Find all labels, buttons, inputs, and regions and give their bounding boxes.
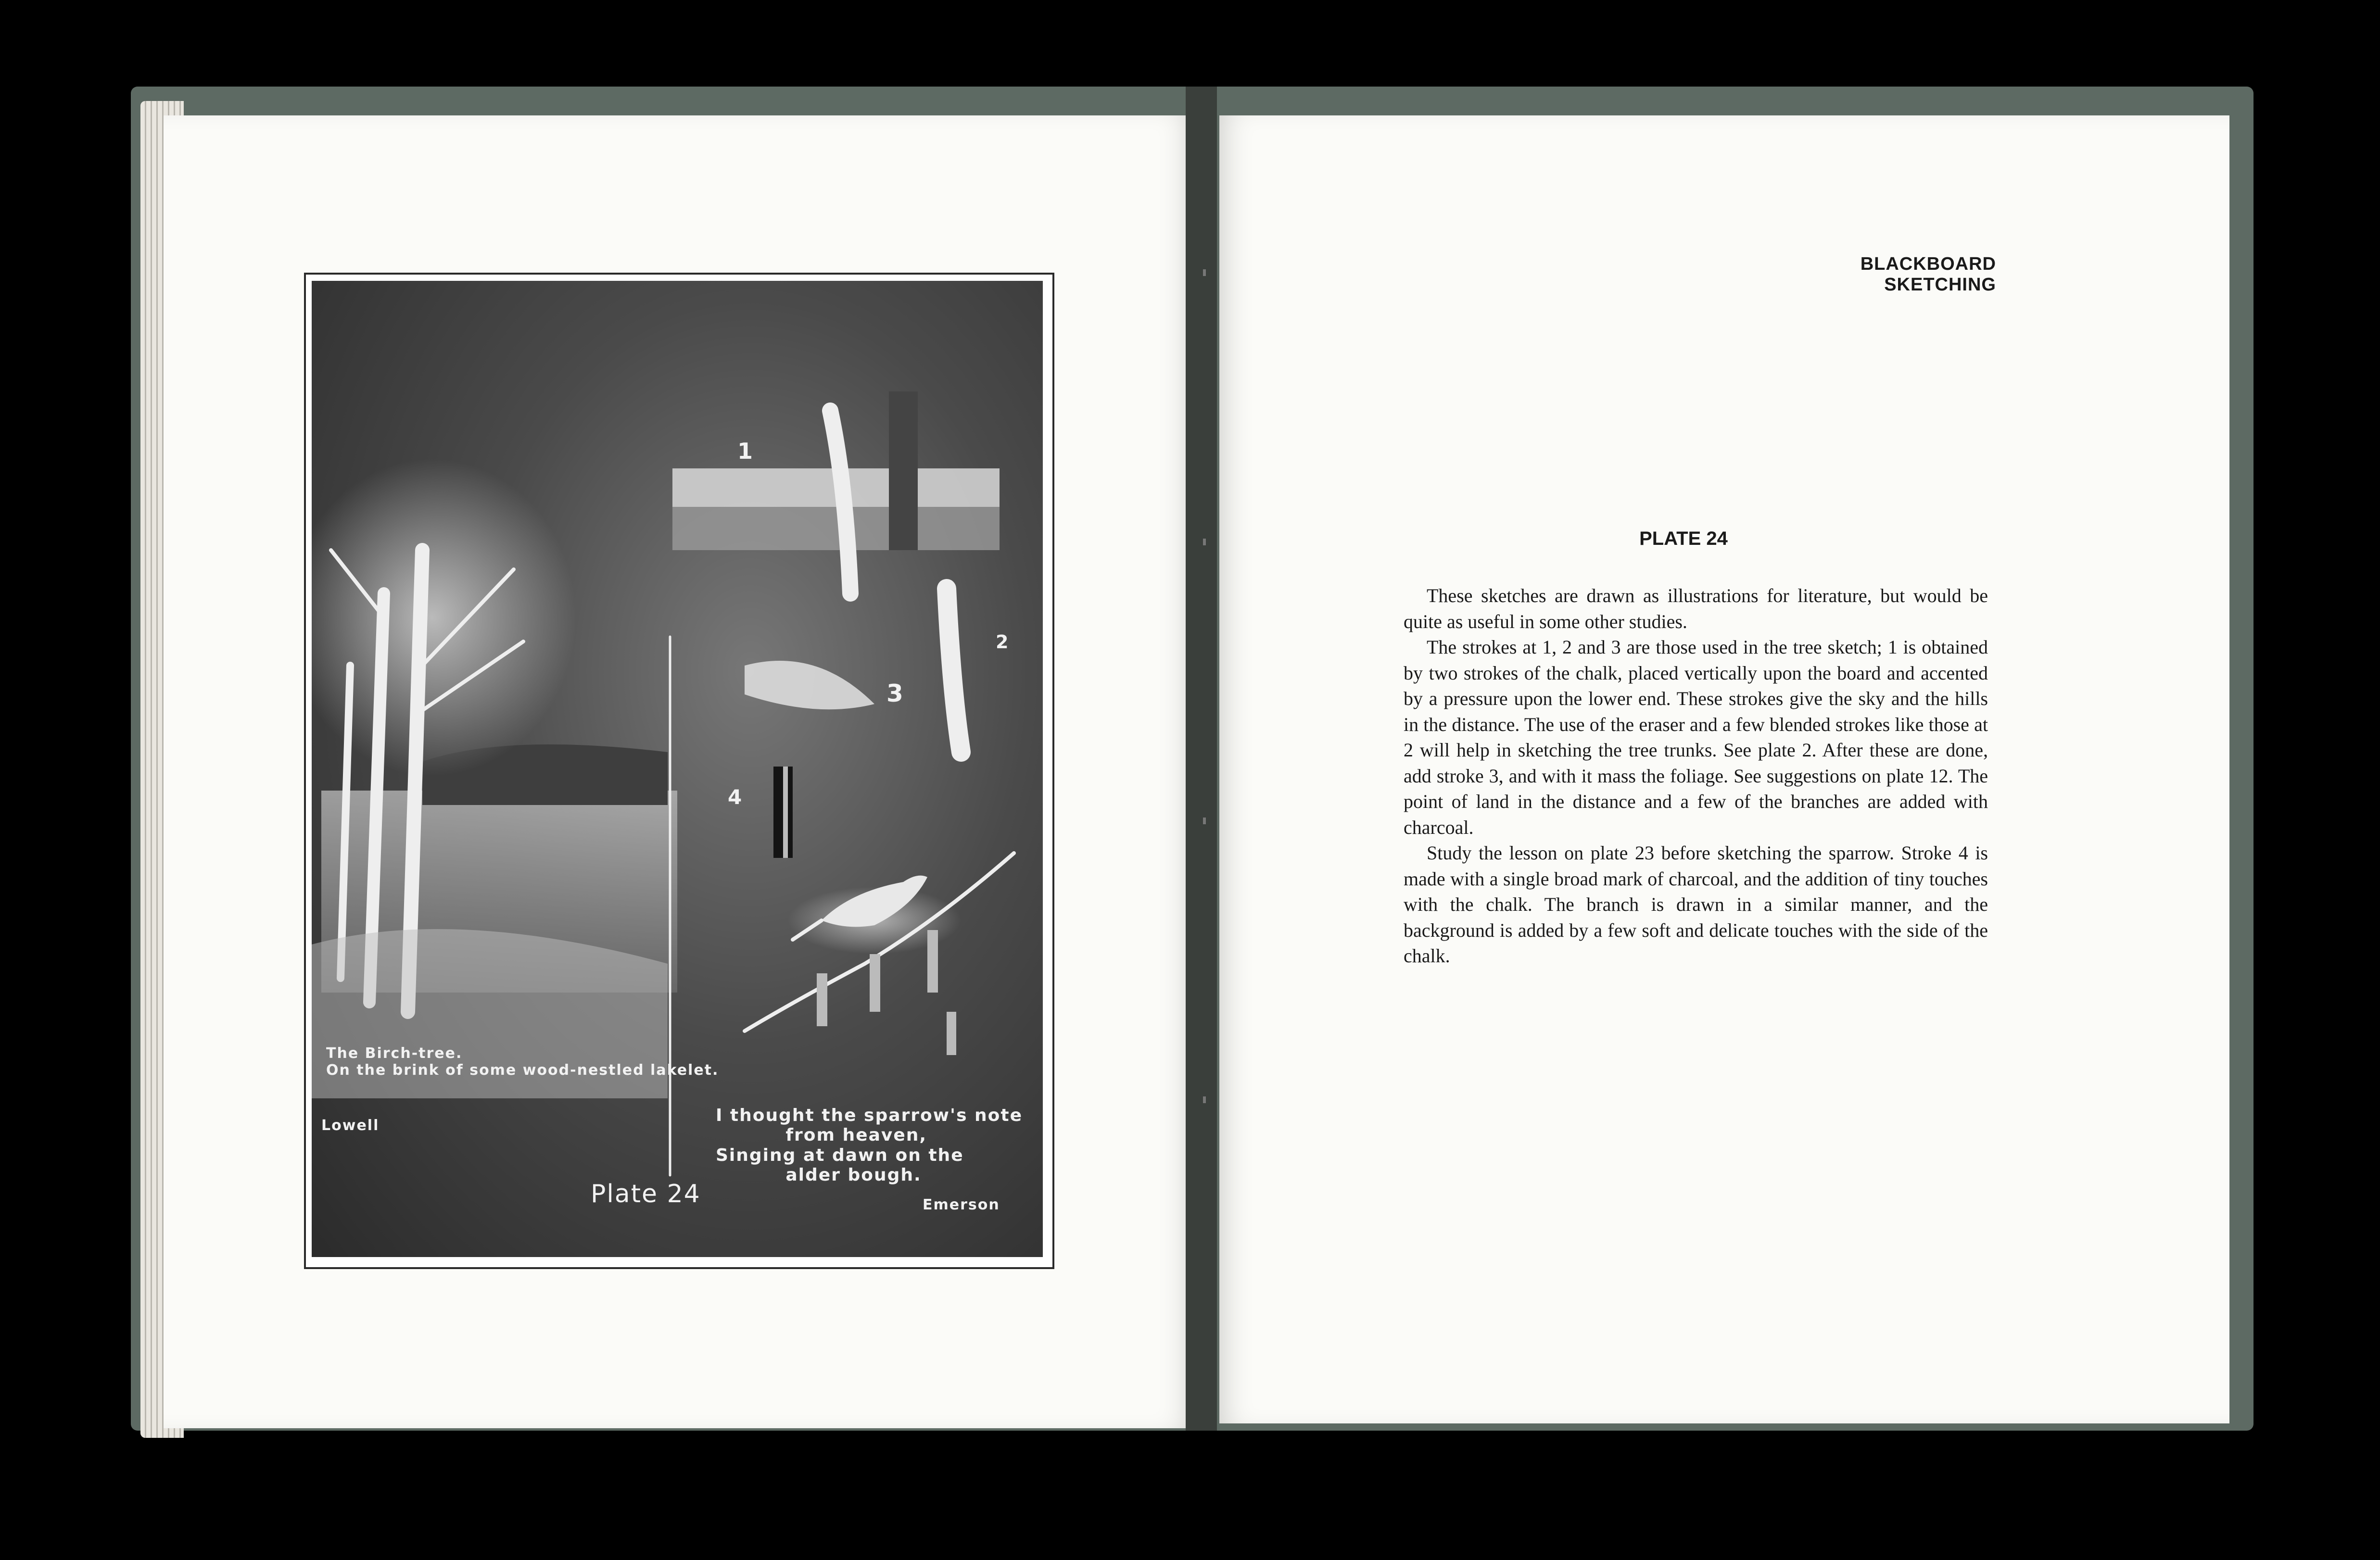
paragraph: The strokes at 1, 2 and 3 are those used in the tree sketch; 1 is obtained by two strokes of the chalk, placed vertically upon the board and accented by a pressure upon the lower end. These strokes give the sky and the hills in the distance. The use of the eraser and a few blended strokes like those at 2 will help in sketching the tree trunks. See plate 2. After these are done, add stroke 3, and with it mass the foliage. See suggestions on plate 12. The point of land in the distance and a few of the branches are added with charcoal. <box>1404 636 1988 838</box>
catkin <box>870 954 880 1012</box>
running-head: BLACKBOARD SKETCHING <box>1860 254 1996 295</box>
caption-sparrow: I thought the sparrow's note from heaven, Singing at dawn on the alder bough. <box>716 1106 1023 1185</box>
stroke-label-3: 3 <box>886 679 904 707</box>
catkin <box>927 930 938 993</box>
binding-stitch <box>1203 269 1206 276</box>
paragraph: These sketches are drawn as illustrations for literature, but would be quite as useful in some other studies. <box>1404 585 1988 632</box>
attribution-lowell: Lowell <box>321 1117 380 1134</box>
binding-stitch <box>1203 1096 1206 1103</box>
catkin <box>947 1012 956 1055</box>
stroke-label-4: 4 <box>728 785 743 809</box>
plate-label: Plate 24 <box>591 1180 701 1208</box>
stroke-2-trunk <box>947 589 961 752</box>
plate-illustration <box>312 281 1043 1257</box>
stroke-label-1: 1 <box>737 438 754 464</box>
body-text <box>1404 583 1988 969</box>
binding-stitch <box>1203 818 1206 824</box>
catkin <box>817 973 827 1026</box>
stroke-3-foliage <box>745 661 874 709</box>
caption-birch-tree: The Birch-tree. On the brink of some wood-nestled lakelet. <box>326 1045 719 1079</box>
binding-stitch <box>1203 539 1206 545</box>
page-heading: PLATE 24 <box>1639 528 1728 549</box>
paragraph: Study the lesson on plate 23 before sketching the sparrow. Stroke 4 is made with a single broad mark of charcoal, and the addition of tiny touches with the chalk. The branch is drawn in a similar manner, and the background is added by a few soft and delicate touches with the side of the chalk. <box>1404 842 1988 967</box>
stroke-label-2: 2 <box>996 631 1010 653</box>
attribution-emerson: Emerson <box>923 1196 1000 1213</box>
book-spine <box>1186 87 1217 1431</box>
